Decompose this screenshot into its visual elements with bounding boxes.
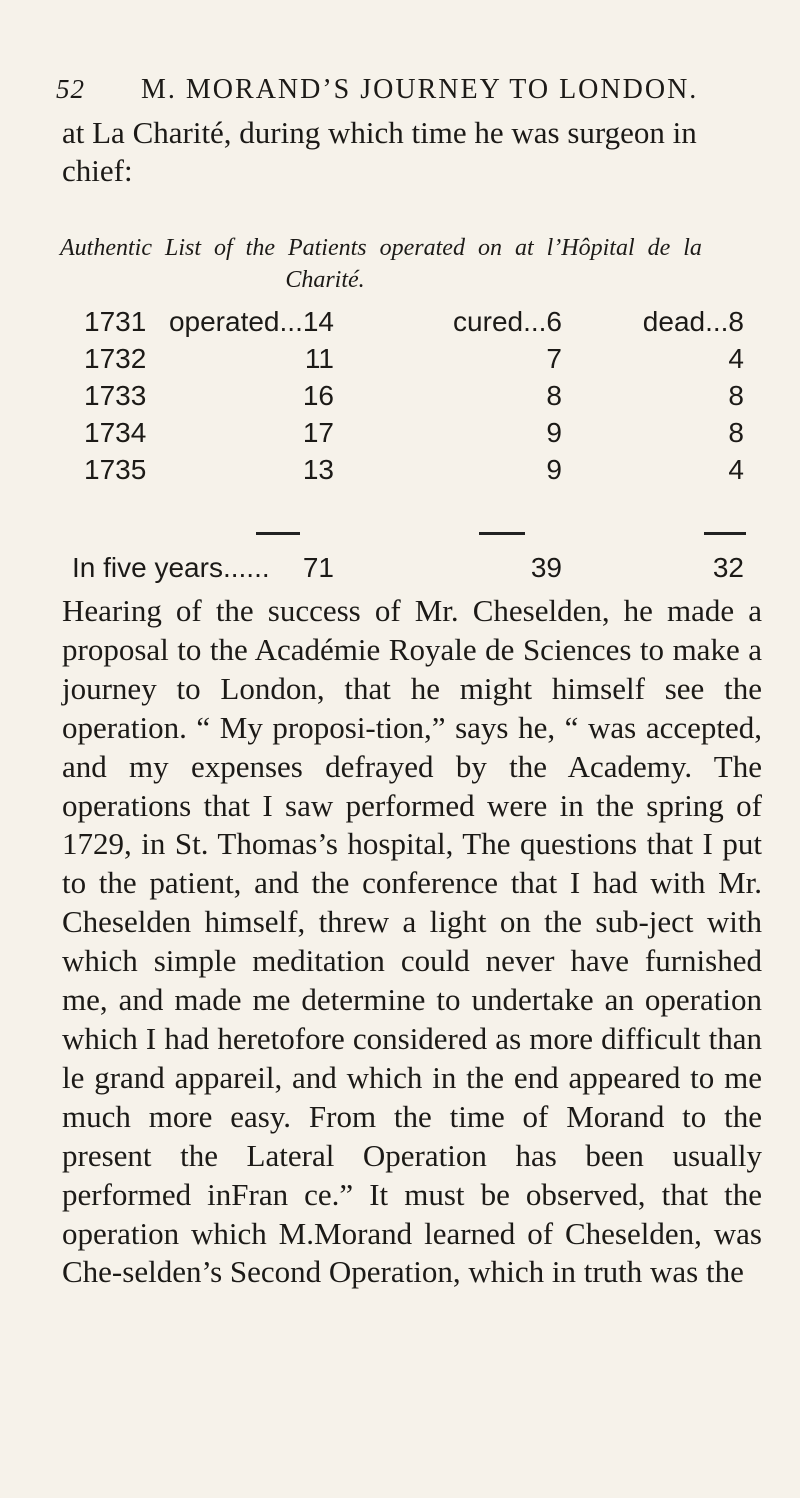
operated-cell: 16 <box>302 380 334 411</box>
table-caption-line2: Charité. <box>285 267 365 293</box>
table-row <box>84 417 744 453</box>
year-cell: 1734 <box>84 417 147 448</box>
page-header <box>56 74 736 106</box>
year-cell: 1735 <box>84 454 147 485</box>
cured-cell: 7 <box>546 343 562 374</box>
table-row <box>84 306 744 342</box>
total-dead: 32 <box>712 552 744 583</box>
body-paragraph: Hearing of the success of Mr. Cheselden, he made a proposal to the Académie Royale de Sciences to make a journey to London, that he might himself see the operation. “ My proposi-tion,” says he, “ was accepted, and my expenses defrayed by the Academy. The operations that I saw performed were in the spring of 1729, in St. Thomas’s hospital, The questions that I put to the patient, and the conference that I had with Mr. Cheselden himself, threw a light on the sub-ject with which simple meditation could never have furnished me, and made me determine to undertake an operation which I had heretofore considered as more difficult than le grand appareil, and which in the end appeared to me much more easy. From the time of Morand to the present the Lateral Operation has been usually performed inFran ce.” It must be observed, that the operation which M.Morand learned of Cheselden, was Che-selden’s Second Operation, which in truth was the <box>62 593 762 1290</box>
operated-cell: 13 <box>302 454 334 485</box>
dead-cell: 8 <box>728 380 744 411</box>
table-row <box>84 343 744 379</box>
dead-cell: 8 <box>728 417 744 448</box>
operated-cell: operated...14 <box>168 306 334 337</box>
total-cured: 39 <box>530 552 562 583</box>
total-label: In five years...... <box>72 552 270 583</box>
dead-cell: 4 <box>728 343 744 374</box>
total-operated: 71 <box>302 552 334 583</box>
intro-text: at La Charité, during which time he was surgeon in chief: <box>62 115 697 188</box>
dead-cell: dead...8 <box>642 306 744 337</box>
year-cell: 1732 <box>84 343 147 374</box>
sum-rule-operated <box>256 532 300 535</box>
table-row <box>84 380 744 416</box>
table-caption <box>60 232 760 296</box>
table-row <box>84 454 744 490</box>
dead-cell: 4 <box>728 454 744 485</box>
year-cell: 1733 <box>84 380 147 411</box>
table-caption-line1: Authentic List of the Patients operated on at l’Hôpital de la <box>60 235 702 261</box>
page-number: 52 <box>56 74 85 104</box>
sum-rule-cured <box>479 532 525 535</box>
cured-cell: 8 <box>546 380 562 411</box>
cured-cell: cured...6 <box>453 306 562 337</box>
year-cell: 1731 <box>84 306 147 337</box>
sum-rule-dead <box>704 532 746 535</box>
table-total-row <box>72 552 744 588</box>
operated-cell: 17 <box>302 417 334 448</box>
cured-cell: 9 <box>546 417 562 448</box>
cured-cell: 9 <box>546 454 562 485</box>
operated-cell: 11 <box>304 343 334 374</box>
running-title: M. MORAND’S JOURNEY TO LONDON. <box>141 74 699 105</box>
